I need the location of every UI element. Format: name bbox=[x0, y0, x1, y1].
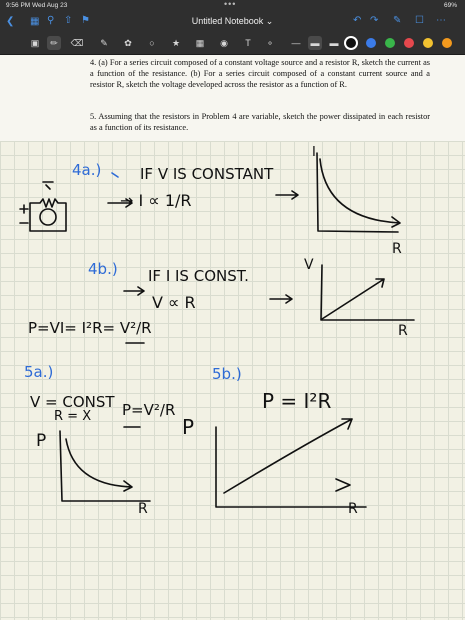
graph4-y-label: P bbox=[182, 415, 195, 439]
color-swatch-blue[interactable] bbox=[366, 38, 376, 48]
graph3-x-label: R bbox=[138, 501, 148, 517]
note-p-v2-over-r: P=V²/R bbox=[122, 401, 176, 419]
share-icon[interactable]: ⇧ bbox=[64, 15, 73, 26]
color-swatch-green[interactable] bbox=[385, 38, 395, 48]
lasso-image-tool-icon[interactable]: ▣ bbox=[30, 38, 40, 48]
graph2-y-label: V bbox=[304, 257, 314, 273]
label-5a: 5a.) bbox=[24, 363, 54, 381]
shapes-tool-icon[interactable]: ○ bbox=[149, 38, 155, 48]
redo-icon[interactable]: ↷ bbox=[370, 15, 379, 26]
image-tool-icon[interactable]: ▦ bbox=[195, 38, 205, 48]
graph-5a bbox=[60, 431, 150, 501]
graph2-x-label: R bbox=[398, 323, 408, 339]
add-page-icon[interactable]: ☐ bbox=[415, 15, 424, 26]
note-power-equation: P=VI= I²R= V²/R bbox=[28, 319, 152, 337]
undo-icon[interactable]: ↶ bbox=[353, 15, 362, 26]
status-time: 9:56 PM Wed Aug 23 bbox=[6, 2, 68, 9]
bookmark-icon[interactable]: ⚑ bbox=[81, 15, 90, 26]
battery-indicator: 69% bbox=[443, 2, 457, 9]
label-4b: 4b.) bbox=[88, 260, 118, 278]
arrow-4b-graph bbox=[270, 295, 292, 303]
label-5b: 5b.) bbox=[212, 365, 242, 383]
label-4a: 4a.) bbox=[72, 161, 102, 179]
nav-bar bbox=[0, 12, 465, 32]
back-icon[interactable]: ❮ bbox=[6, 16, 15, 27]
graph-4a bbox=[317, 153, 400, 232]
edit-icon[interactable]: ✎ bbox=[393, 15, 402, 26]
graph-5b bbox=[216, 419, 366, 507]
color-swatch-red[interactable] bbox=[404, 38, 414, 48]
color-swatch-black[interactable] bbox=[346, 38, 356, 48]
notebook-title[interactable]: Untitled Notebook ⌄ bbox=[191, 16, 274, 26]
camera-tool-icon[interactable]: ◉ bbox=[220, 38, 228, 48]
note-r-x: R = X bbox=[54, 409, 92, 424]
note-if-v-constant: IF V IS CONSTANT bbox=[140, 165, 274, 183]
status-bar bbox=[0, 0, 465, 12]
circuit-sketch bbox=[20, 182, 66, 231]
grid-view-icon[interactable]: ▦ bbox=[30, 16, 40, 27]
search-icon[interactable]: ⚲ bbox=[47, 15, 55, 26]
arrow-4b bbox=[124, 287, 144, 295]
eraser-tool-icon[interactable]: ⌫ bbox=[70, 38, 84, 48]
graph-4b bbox=[321, 265, 414, 320]
graph4-x-label: R bbox=[348, 501, 358, 517]
star-tool-icon[interactable]: ★ bbox=[171, 38, 181, 48]
graph1-y-label: I bbox=[312, 145, 316, 160]
note-i-prop-1-over-r: → I ∝ 1/R bbox=[120, 191, 192, 210]
text-tool-icon[interactable]: T bbox=[245, 38, 251, 48]
color-swatch-orange[interactable] bbox=[442, 38, 452, 48]
lasso-tool-icon[interactable]: ✿ bbox=[124, 38, 132, 48]
note-v-const: V = CONST bbox=[30, 393, 115, 411]
problem-5-text: 5. Assuming that the resistors in Problem 4 are variable, sketch the power dissipated in each resistor as a function of its resistance. bbox=[90, 112, 430, 132]
note-if-i-const: IF I IS CONST. bbox=[148, 267, 249, 285]
laser-tool-icon[interactable]: ⚬ bbox=[266, 38, 274, 48]
color-swatch-yellow[interactable] bbox=[423, 38, 433, 48]
arrow-4a-graph bbox=[276, 191, 298, 199]
arrow-4a bbox=[108, 199, 132, 207]
thin-stroke-icon[interactable]: — bbox=[291, 38, 301, 48]
notebook-page[interactable] bbox=[0, 55, 465, 620]
multitask-dots[interactable]: ••• bbox=[224, 0, 237, 9]
highlighter-tool-icon[interactable]: ✎ bbox=[100, 38, 108, 48]
pen-tool-icon[interactable]: ✏ bbox=[47, 36, 61, 50]
note-v-prop-r: V ∝ R bbox=[152, 293, 196, 312]
drawing-toolbar bbox=[0, 32, 465, 55]
medium-stroke-icon[interactable]: ▬ bbox=[308, 36, 322, 50]
ink-drawings bbox=[0, 55, 465, 620]
problem-4-text: 4. (a) For a series circuit composed of a constant voltage source and a resistor R, sketch the current as a function of the resistance. (b) For a series circuit composed of a constant current source and a resistor R, sketch the voltage developed across the resistor as a function of R. bbox=[90, 58, 430, 89]
note-p-i2r: P = I²R bbox=[262, 389, 332, 413]
more-icon[interactable]: ⋯ bbox=[436, 15, 446, 26]
graph3-y-label: P bbox=[36, 431, 47, 451]
graph1-x-label: R bbox=[392, 241, 402, 257]
thick-stroke-icon[interactable]: ▬ bbox=[329, 38, 339, 48]
